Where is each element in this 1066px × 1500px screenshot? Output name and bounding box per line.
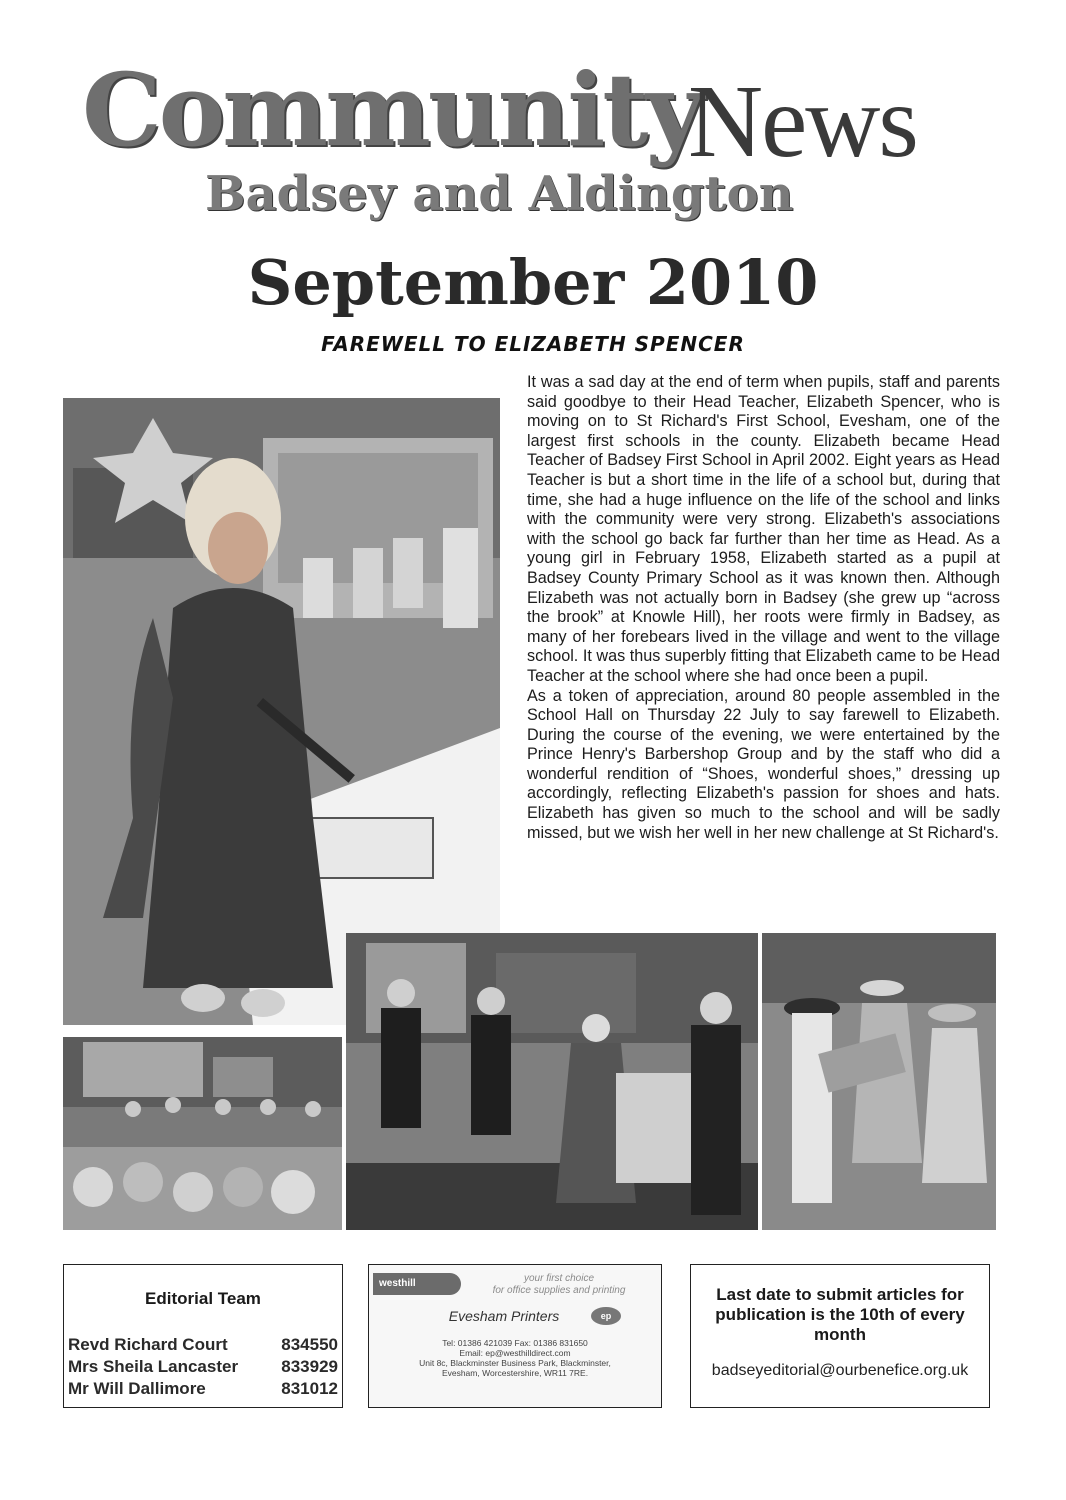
member-phone: 834550: [281, 1335, 338, 1354]
photo-staff-shoes-hats: [762, 933, 996, 1230]
deadline-text: Last date to submit articles for publication is the 10th of every month: [715, 1285, 965, 1344]
printer-tagline: [469, 1273, 649, 1297]
printer-tel-fax: Tel: 01386 421039 Fax: 01386 831650: [442, 1338, 588, 1348]
printer-tagline-line-1: your first choice: [523, 1273, 595, 1284]
issue-date: September 2010: [247, 246, 819, 319]
printer-advert: [368, 1264, 662, 1408]
photo-barbershop-group: [346, 933, 758, 1230]
article-headline: FAREWELL TO ELIZABETH SPENCER: [321, 332, 745, 356]
printer-address-line-2: Evesham, Worcestershire, WR11 7RE.: [441, 1368, 589, 1378]
masthead-community: Community: [82, 51, 701, 169]
printer-name: Evesham Printers: [448, 1308, 560, 1324]
editorial-title: Editorial Team: [145, 1289, 261, 1308]
member-name: Mr Will Dallimore: [68, 1379, 206, 1398]
member-name: Revd Richard Court: [68, 1335, 228, 1354]
editorial-email: badseyeditorial@ourbenefice.org.uk: [711, 1362, 969, 1379]
printer-address-line-1: Unit 8c, Blackminster Business Park, Blackminster,: [419, 1358, 611, 1368]
editorial-team-box: [63, 1264, 343, 1408]
article-paragraph-1: It was a sad day at the end of term when pupils, staff and parents said goodbye to their Head Teacher, Elizabeth Spencer, who is moving on to St Richard's First School, Evesham, one of the largest first schools in the county. Elizabeth became Head Teacher of Badsey First School in April 2002. Eight years as Head Teacher is but a short time in the life of a school but, during that time, she had a huge influence on the life of the school and links with the community were very strong. Elizabeth's associations with the school go back far further than her time as Head. As a young girl in February 1958, Elizabeth started as a pupil at Badsey County Primary School as it was known then. Although Elizabeth was not actually born in Badsey (she grew up “across the brook” at Knowle Hill), her roots were firmly in Badsey, as many of her forebears lived in the village and went to the village school. It was thus superbly fitting that Elizabeth came to be Head Teacher at the school where she had once been a pupil.: [527, 373, 1000, 685]
article-paragraph-2: As a token of appreciation, around 80 people assembled in the School Hall on Thursday 22 July to say farewell to Elizabeth. During the course of the evening, we were entertained by the Prince Henry's Barbershop Group and by the staff who did a wonderful rendition of “Shoes, wonderful shoes,” dressing up accordingly, reflecting Elizabeth's passion for shoes and hats. Elizabeth has given so much to the school and will be sadly missed, but we wish her well in her new challenge at St Richard's.: [527, 686, 1000, 842]
article-body: [527, 373, 1000, 843]
masthead: [60, 51, 1020, 250]
masthead-news: News: [688, 64, 917, 179]
submission-deadline-box: [690, 1264, 990, 1408]
member-phone: 831012: [281, 1379, 338, 1398]
photo-cake-cutting: [63, 398, 500, 1025]
member-phone: 833929: [281, 1357, 338, 1376]
masthead-subtitle: Badsey and Aldington: [205, 166, 794, 222]
photo-audience: [63, 1037, 342, 1230]
printer-tagline-line-2: for office supplies and printing: [492, 1285, 626, 1296]
printer-email: Email: ep@westhilldirect.com: [459, 1348, 571, 1358]
ep-logo-icon: ep: [591, 1307, 621, 1325]
printer-contact-details: [369, 1338, 661, 1378]
westhill-logo: westhill: [373, 1273, 461, 1295]
member-name: Mrs Sheila Lancaster: [68, 1357, 239, 1376]
